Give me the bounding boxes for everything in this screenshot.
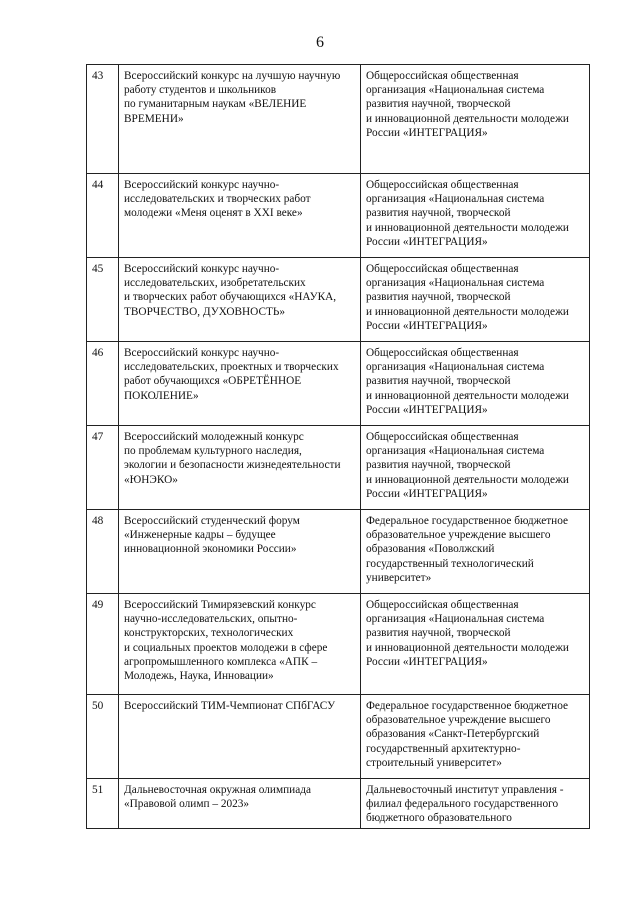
organizer-line: образовательное учреждение высшего [366, 714, 551, 727]
table-row [87, 695, 590, 779]
table-row [87, 779, 590, 829]
organizer-cell [361, 65, 590, 174]
event-name-cell [119, 510, 361, 594]
organizer-cell [361, 510, 590, 594]
row-number: 51 [87, 779, 119, 829]
event-name-line: ВРЕМЕНИ» [124, 112, 184, 125]
organizer-cell [361, 342, 590, 426]
table-row [87, 510, 590, 594]
event-name-cell [119, 779, 361, 829]
organizer-line: Федеральное государственное бюджетное [366, 515, 569, 527]
organizer-cell [361, 258, 590, 342]
organizer-line: и инновационной деятельности молодежи [366, 305, 569, 318]
organizer-line: Общероссийская общественная [366, 347, 519, 359]
event-name-line: научно-исследовательских, опытно- [124, 613, 298, 626]
table-row [87, 426, 590, 510]
organizer-line: организация «Национальная система [366, 361, 545, 374]
organizer-line: развития научной, творческой [366, 627, 511, 640]
organizer-cell [361, 779, 590, 829]
organizer-line: Общероссийская общественная [366, 431, 519, 443]
organizer-line: России «ИНТЕГРАЦИЯ» [366, 403, 488, 416]
organizer-line: организация «Национальная система [366, 277, 545, 290]
event-name-line: по гуманитарным наукам «ВЕЛЕНИЕ [124, 98, 307, 111]
organizer-line: и инновационной деятельности молодежи [366, 112, 569, 125]
event-name-line: Всероссийский студенческий форум [124, 515, 300, 527]
organizer-line: России «ИНТЕГРАЦИЯ» [366, 655, 488, 668]
event-name-line: работ обучающихся «ОБРЕТЁННОЕ [124, 375, 302, 388]
organizer-line: России «ИНТЕГРАЦИЯ» [366, 126, 488, 139]
event-name-line: и социальных проектов молодежи в сфере [124, 641, 328, 654]
organizer-line: развития научной, творческой [366, 459, 511, 472]
organizer-line: и инновационной деятельности молодежи [366, 641, 569, 654]
row-number: 46 [87, 342, 119, 426]
event-name-line: ПОКОЛЕНИЕ» [124, 389, 199, 402]
event-name-line: Всероссийский Тимирязевский конкурс [124, 599, 316, 611]
organizer-line: образования «Поволжский [366, 543, 495, 556]
table-row [87, 342, 590, 426]
organizer-line: развития научной, творческой [366, 375, 511, 388]
event-name-line: Всероссийский ТИМ-Чемпионат СПбГАСУ [124, 700, 336, 712]
row-number: 45 [87, 258, 119, 342]
event-name-line: Всероссийский молодежный конкурс [124, 431, 304, 443]
event-name-cell [119, 342, 361, 426]
event-name-line: Всероссийский конкурс на лучшую научную [124, 70, 341, 82]
organizer-line: России «ИНТЕГРАЦИЯ» [366, 487, 488, 500]
events-table [86, 64, 590, 829]
organizer-cell [361, 594, 590, 695]
event-name-line: исследовательских и творческих работ [124, 193, 311, 206]
organizer-line: организация «Национальная система [366, 84, 545, 97]
row-number: 48 [87, 510, 119, 594]
event-name-cell [119, 695, 361, 779]
organizer-line: организация «Национальная система [366, 613, 545, 626]
organizer-line: образования «Санкт-Петербургский [366, 728, 540, 741]
row-number: 49 [87, 594, 119, 695]
event-name-cell [119, 174, 361, 258]
organizer-line: строительный университет» [366, 756, 502, 769]
page-number: 6 [316, 34, 324, 51]
organizer-line: Общероссийская общественная [366, 263, 519, 275]
event-name-line: ТВОРЧЕСТВО, ДУХОВНОСТЬ» [124, 305, 286, 318]
table-row [87, 258, 590, 342]
table-row [87, 594, 590, 695]
event-name-line: «ЮНЭКО» [124, 473, 178, 486]
organizer-cell [361, 426, 590, 510]
organizer-line: России «ИНТЕГРАЦИЯ» [366, 319, 488, 332]
organizer-line: Федеральное государственное бюджетное [366, 700, 569, 712]
organizer-line: и инновационной деятельности молодежи [366, 389, 569, 402]
organizer-cell [361, 695, 590, 779]
event-name-cell [119, 594, 361, 695]
organizer-line: Общероссийская общественная [366, 70, 519, 82]
organizer-line: организация «Национальная система [366, 193, 545, 206]
event-name-line: работу студентов и школьников [124, 84, 277, 97]
organizer-line: Общероссийская общественная [366, 179, 519, 191]
organizer-line: развития научной, творческой [366, 291, 511, 304]
row-number: 43 [87, 65, 119, 174]
event-name-line: «Правовой олимп – 2023» [124, 798, 250, 811]
organizer-line: филиал федерального государственного [366, 798, 559, 811]
event-name-line: экологии и безопасности жизнедеятельности [124, 459, 341, 472]
event-name-line: по проблемам культурного наследия, [124, 445, 302, 458]
event-name-cell [119, 426, 361, 510]
organizer-line: развития научной, творческой [366, 207, 511, 220]
row-number: 47 [87, 426, 119, 510]
organizer-line: и инновационной деятельности молодежи [366, 221, 569, 234]
event-name-cell [119, 258, 361, 342]
event-name-line: инновационной экономики России» [124, 543, 297, 556]
organizer-line: бюджетного образовательного [366, 812, 512, 825]
organizer-line: Общероссийская общественная [366, 599, 519, 611]
event-name-line: Всероссийский конкурс научно- [124, 179, 280, 191]
organizer-line: университет» [366, 571, 432, 584]
table-row [87, 65, 590, 174]
organizer-line: образовательное учреждение высшего [366, 529, 551, 542]
event-name-line: Всероссийский конкурс научно- [124, 347, 280, 359]
organizer-line: и инновационной деятельности молодежи [366, 473, 569, 486]
event-name-line: Молодежь, Наука, Инновации» [124, 670, 274, 683]
table-row [87, 174, 590, 258]
organizer-line: развития научной, творческой [366, 98, 511, 111]
row-number: 44 [87, 174, 119, 258]
event-name-cell [119, 65, 361, 174]
row-number: 50 [87, 695, 119, 779]
event-name-line: и творческих работ обучающихся «НАУКА, [124, 291, 337, 304]
organizer-line: России «ИНТЕГРАЦИЯ» [366, 235, 488, 248]
event-name-line: конструкторских, технологических [124, 627, 294, 640]
organizer-line: государственный технологический [366, 557, 534, 570]
event-name-line: «Инженерные кадры – будущее [124, 529, 276, 542]
table-body [87, 65, 590, 829]
organizer-line: Дальневосточный институт управления - [366, 784, 564, 796]
event-name-line: Дальневосточная окружная олимпиада [124, 784, 311, 796]
event-name-line: исследовательских, изобретательских [124, 277, 306, 290]
event-name-line: молодежи «Меня оценят в XXI веке» [124, 207, 303, 220]
organizer-line: государственный архитектурно- [366, 742, 521, 755]
event-name-line: Всероссийский конкурс научно- [124, 263, 280, 275]
event-name-line: агропромышленного комплекса «АПК – [124, 655, 318, 668]
organizer-cell [361, 174, 590, 258]
organizer-line: организация «Национальная система [366, 445, 545, 458]
event-name-line: исследовательских, проектных и творческих [124, 361, 339, 374]
